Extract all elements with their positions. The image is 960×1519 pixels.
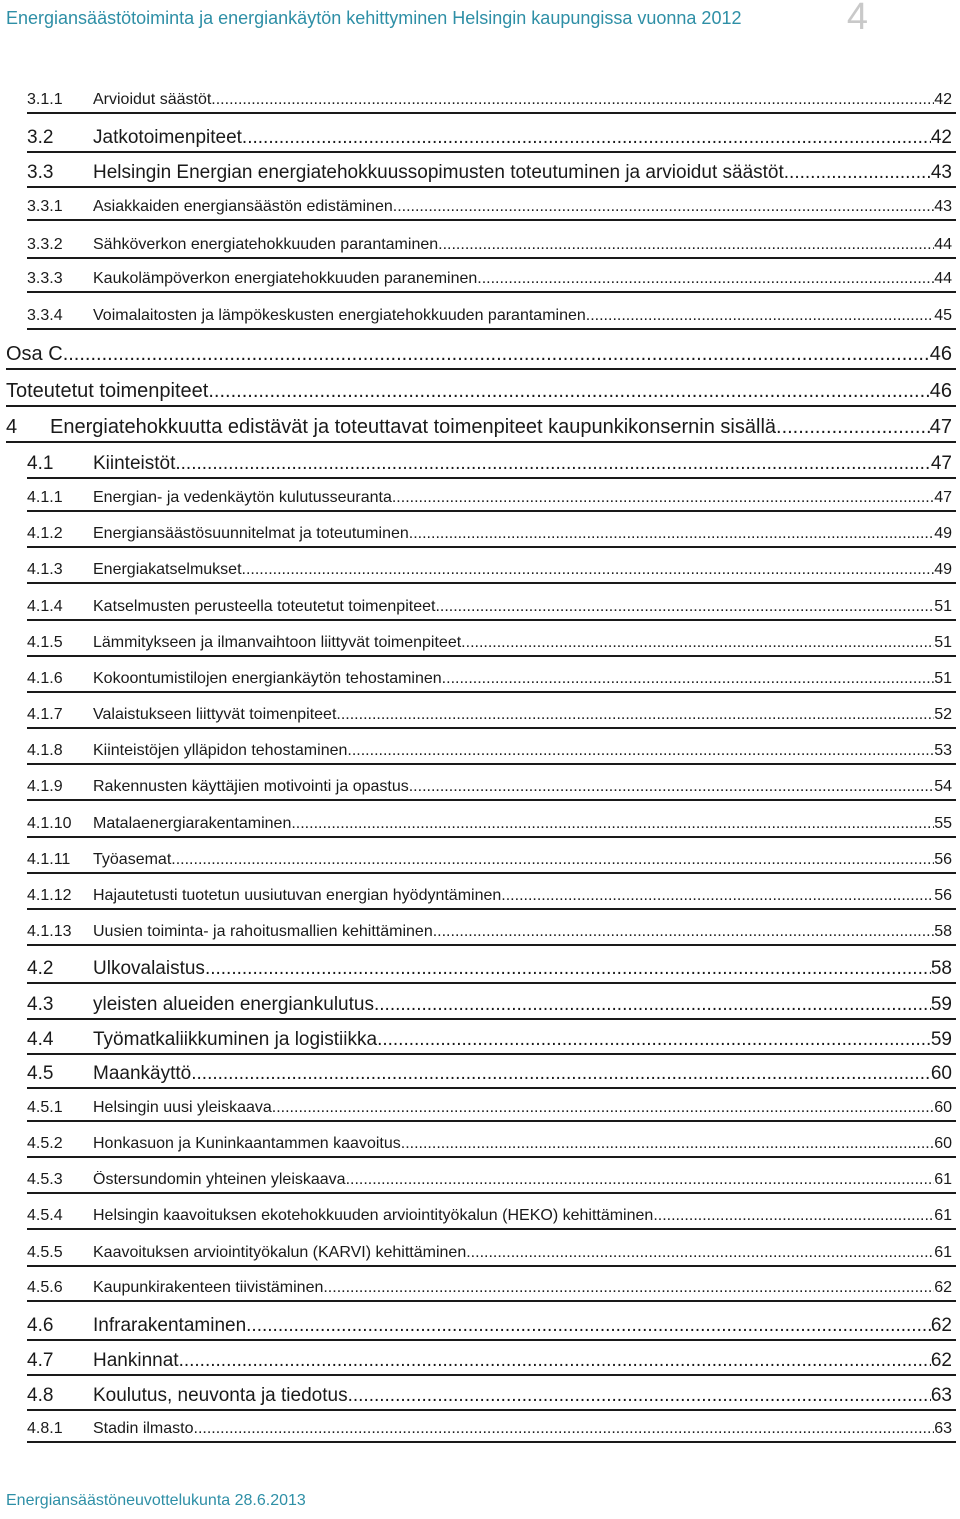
toc-entry-number: 4.1.1 <box>27 489 63 506</box>
toc-dot-leader <box>242 561 935 579</box>
toc-entry-title: Osa C <box>6 343 63 365</box>
toc-entry-underline <box>27 872 956 874</box>
toc-entry-title: Arvioidut säästöt <box>93 91 212 108</box>
toc-entry[interactable] <box>27 525 952 543</box>
toc-dot-leader <box>401 1135 934 1153</box>
toc-dot-leader <box>776 416 930 439</box>
toc-entry-title: Helsingin Energian energiatehokkuussopimusten toteutuminen ja arvioidut säästöt <box>93 162 784 183</box>
toc-dot-leader <box>442 670 935 688</box>
toc-entry-page: 46 <box>929 380 952 402</box>
toc-entry-underline <box>27 1087 956 1089</box>
toc-entry-title: Kaukolämpöverkon energiatehokkuuden paraneminen <box>93 270 478 287</box>
toc-entry-number: 4.5 <box>27 1063 54 1084</box>
toc-entry[interactable] <box>27 91 952 109</box>
toc-entry-page: 47 <box>930 453 952 474</box>
toc-dot-leader <box>433 923 934 941</box>
toc-entry-underline <box>27 1300 956 1302</box>
toc-entry-title: Kokoontumistilojen energiankäytön tehostaminen <box>93 670 442 687</box>
toc-dot-leader <box>435 598 934 616</box>
toc-dot-leader <box>179 1350 931 1372</box>
toc-entry-title: Infrarakentaminen <box>93 1315 247 1336</box>
toc-entry-title: Voimalaitosten ja lämpökeskusten energiatehokkuuden parantaminen <box>93 307 586 324</box>
toc-entry-number: 3.3.1 <box>27 198 63 215</box>
toc-entry-underline <box>27 112 956 114</box>
toc-entry-page: 60 <box>934 1099 952 1116</box>
toc-entry[interactable] <box>27 706 952 724</box>
toc-entry-title: Energian- ja vedenkäytön kulutusseuranta <box>93 489 392 506</box>
toc-entry-title: Valaistukseen liittyvät toimenpiteet <box>93 706 337 723</box>
toc-entry-title: Energiakatselmukset <box>93 561 242 578</box>
toc-dot-leader <box>171 851 934 869</box>
toc-entry-number: 4.5.1 <box>27 1099 63 1116</box>
toc-dot-leader <box>272 1099 934 1117</box>
toc-entry-page: 61 <box>934 1171 952 1188</box>
toc-entry-title: Kiinteistöjen ylläpidon tehostaminen <box>93 742 348 759</box>
header-title: Energiansäästötoiminta ja energiankäytön kehittyminen Helsingin kaupungissa vuonna 2012 <box>6 8 742 28</box>
toc-entry[interactable] <box>27 994 952 1016</box>
toc-entry-page: 51 <box>934 598 952 615</box>
toc-entry-title: Maankäyttö <box>93 1063 192 1084</box>
toc-entry[interactable] <box>27 1244 952 1262</box>
toc-entry-title: Koulutus, neuvonta ja tiedotus <box>93 1385 348 1406</box>
toc-entry[interactable] <box>27 1350 952 1372</box>
toc-entry-page: 59 <box>930 1029 952 1050</box>
toc-entry-underline <box>27 1053 956 1055</box>
toc-entry-number: 4.8.1 <box>27 1420 63 1437</box>
toc-entry-number: 4.5.2 <box>27 1135 63 1152</box>
toc-entry-page: 62 <box>934 1279 952 1296</box>
toc-entry-title: Hankinnat <box>93 1350 179 1371</box>
toc-entry-underline <box>27 1120 956 1122</box>
toc-entry-underline <box>27 763 956 765</box>
toc-entry-number: 4.1.9 <box>27 778 63 795</box>
toc-entry-number: 4.1.7 <box>27 706 63 723</box>
toc-entry-page: 46 <box>929 343 952 365</box>
toc-entry[interactable] <box>27 1420 952 1438</box>
toc-entry-underline <box>27 655 956 657</box>
toc-dot-leader <box>653 1207 934 1225</box>
toc-entry-page: 42 <box>934 91 952 108</box>
toc-entry-underline <box>27 727 956 729</box>
toc-entry-page: 62 <box>930 1315 952 1336</box>
toc-dot-leader <box>346 1171 935 1189</box>
toc-entry[interactable] <box>27 1385 952 1407</box>
toc-entry-number: 4.6 <box>27 1315 54 1336</box>
toc-entry-number: 3.1.1 <box>27 91 63 108</box>
toc-entry-title: Östersundomin yhteinen yleiskaava <box>93 1171 346 1188</box>
toc-entry[interactable] <box>6 343 952 366</box>
toc-entry-underline <box>6 368 956 370</box>
toc-entry[interactable] <box>27 127 952 149</box>
toc-entry[interactable] <box>27 634 952 652</box>
toc-dot-leader <box>784 162 931 184</box>
toc-entry-number: 3.3.3 <box>27 270 63 287</box>
toc-entry-page: 49 <box>934 525 952 542</box>
toc-entry-underline <box>27 186 956 188</box>
toc-entry-underline <box>27 799 956 801</box>
toc-entry-number: 4.8 <box>27 1385 54 1406</box>
toc-entry-number: 3.3 <box>27 162 54 183</box>
toc-entry[interactable] <box>27 1029 952 1051</box>
toc-entry-page: 42 <box>930 127 952 148</box>
toc-entry-page: 56 <box>934 851 952 868</box>
toc-entry-number: 4.1.5 <box>27 634 63 651</box>
toc-dot-leader <box>246 1315 931 1337</box>
toc-entry-number: 4.4 <box>27 1029 54 1050</box>
toc-entry-number: 4.2 <box>27 958 54 979</box>
toc-entry-title: Energiatehokkuutta edistävät ja toteuttavat toimenpiteet kaupunkikonsernin sisällä <box>50 416 777 438</box>
toc-entry-page: 62 <box>930 1350 952 1371</box>
toc-entry-title: Kiinteistöt <box>93 453 176 474</box>
toc-dot-leader <box>461 634 934 652</box>
toc-dot-leader <box>409 525 934 543</box>
toc-dot-leader <box>208 380 929 403</box>
toc-entry-underline <box>27 546 956 548</box>
toc-entry-underline <box>27 619 956 621</box>
toc-entry-number: 4.1 <box>27 453 54 474</box>
toc-entry-title: Asiakkaiden energiansäästön edistäminen <box>93 198 393 215</box>
toc-entry-underline <box>27 908 956 910</box>
toc-entry-number: 4.3 <box>27 994 54 1015</box>
toc-entry-page: 59 <box>930 994 952 1015</box>
toc-entry-page: 51 <box>934 670 952 687</box>
toc-entry-page: 49 <box>934 561 952 578</box>
toc-dot-leader <box>438 236 934 254</box>
toc-entry-page: 54 <box>934 778 952 795</box>
toc-dot-leader <box>323 1279 934 1297</box>
toc-entry-page: 47 <box>934 489 952 506</box>
toc-dot-leader <box>501 887 934 905</box>
toc-entry-page: 63 <box>930 1385 952 1406</box>
toc-entry-title: Helsingin kaavoituksen ekotehokkuuden arviointityökalun (HEKO) kehittäminen <box>93 1207 654 1224</box>
toc-dot-leader <box>586 307 934 325</box>
toc-dot-leader <box>409 778 934 796</box>
toc-dot-leader <box>191 1063 931 1085</box>
toc-entry-page: 53 <box>934 742 952 759</box>
toc-entry-page: 43 <box>934 198 952 215</box>
toc-entry-page: 44 <box>934 236 952 253</box>
toc-entry-underline <box>27 944 956 946</box>
toc-entry-number: 4.7 <box>27 1350 54 1371</box>
toc-entry[interactable] <box>27 778 952 796</box>
toc-entry-title: Energiansäästösuunnitelmat ja toteutuminen <box>93 525 409 542</box>
toc-entry-page: 60 <box>930 1063 952 1084</box>
toc-entry[interactable] <box>27 270 952 288</box>
toc-entry[interactable] <box>27 742 952 760</box>
toc-entry-title: Honkasuon ja Kuninkaantammen kaavoitus <box>93 1135 401 1152</box>
header-page-number: 4 <box>846 0 868 38</box>
toc-entry-underline <box>27 477 956 479</box>
toc-entry-number: 4.5.6 <box>27 1279 63 1296</box>
toc-entry-underline <box>27 1374 956 1376</box>
toc-entry-page: 45 <box>934 307 952 324</box>
toc-dot-leader <box>377 1029 931 1051</box>
toc-entry-number: 4.1.12 <box>27 887 72 904</box>
toc-entry-underline <box>27 836 956 838</box>
toc-entry-underline <box>27 1441 956 1443</box>
toc-entry-underline <box>27 982 956 984</box>
toc-entry[interactable] <box>27 1279 952 1297</box>
toc-entry-title: yleisten alueiden energiankulutus <box>93 994 374 1015</box>
toc-entry-number: 3.2 <box>27 127 54 148</box>
toc-entry[interactable] <box>27 236 952 254</box>
toc-entry-underline <box>27 1339 956 1341</box>
toc-entry-number: 3.3.4 <box>27 307 63 324</box>
toc-entry-underline <box>27 510 956 512</box>
toc-entry-title: Katselmusten perusteella toteutetut toimenpiteet <box>93 598 436 615</box>
toc-dot-leader <box>347 742 934 760</box>
toc-entry[interactable] <box>6 380 952 403</box>
toc-entry-underline <box>27 1265 956 1267</box>
toc-entry[interactable] <box>27 923 952 941</box>
toc-entry[interactable] <box>27 1135 952 1153</box>
toc-entry-title: Kaupunkirakenteen tiivistäminen <box>93 1279 324 1296</box>
toc-entry-page: 43 <box>930 162 952 183</box>
toc-entry[interactable] <box>27 1207 952 1225</box>
toc-entry-underline <box>27 582 956 584</box>
footer-text: Energiansäästöneuvottelukunta 28.6.2013 <box>6 1492 306 1509</box>
toc-dot-leader <box>477 270 934 288</box>
toc-entry-underline <box>27 219 956 221</box>
toc-entry[interactable] <box>27 162 952 184</box>
toc-entry[interactable] <box>27 307 952 325</box>
toc-entry-number: 4.1.13 <box>27 923 72 940</box>
toc-entry-underline <box>27 257 956 259</box>
toc-entry-number: 4.1.3 <box>27 561 63 578</box>
toc-entry[interactable] <box>27 1099 952 1117</box>
toc-dot-leader <box>466 1244 934 1262</box>
toc-entry-number: 4.1.8 <box>27 742 63 759</box>
toc-entry[interactable] <box>27 198 952 216</box>
toc-entry-page: 60 <box>934 1135 952 1152</box>
toc-dot-leader <box>205 958 931 980</box>
toc-entry-page: 63 <box>934 1420 952 1437</box>
toc-entry-title: Kaavoituksen arviointityökalun (KARVI) kehittäminen <box>93 1244 467 1261</box>
toc-entry-underline <box>27 328 956 330</box>
toc-entry-underline <box>27 291 956 293</box>
toc-entry[interactable] <box>27 815 952 833</box>
toc-entry-underline <box>27 691 956 693</box>
toc-dot-leader <box>242 127 931 149</box>
toc-entry-title: Työasemat <box>93 851 172 868</box>
toc-entry[interactable] <box>6 416 952 439</box>
toc-entry-page: 44 <box>934 270 952 287</box>
toc-entry-number: 4.1.4 <box>27 598 63 615</box>
toc-entry-title: Ulkovalaistus <box>93 958 205 979</box>
toc-entry-title: Hajautetusti tuotetun uusiutuvan energian hyödyntäminen <box>93 887 502 904</box>
toc-entry-page: 58 <box>930 958 952 979</box>
toc-entry-underline <box>6 405 956 407</box>
toc-dot-leader <box>392 489 934 507</box>
toc-entry-page: 61 <box>934 1244 952 1261</box>
toc-entry[interactable] <box>27 598 952 616</box>
toc-entry-title: Uusien toiminta- ja rahoitusmallien kehittäminen <box>93 923 433 940</box>
toc-dot-leader <box>63 343 930 366</box>
toc-entry-title: Sähköverkon energiatehokkuuden parantaminen <box>93 236 439 253</box>
toc-entry-number: 3.3.2 <box>27 236 63 253</box>
toc-entry-title: Työmatkaliikkuminen ja logistiikka <box>93 1029 378 1050</box>
toc-entry[interactable] <box>27 670 952 688</box>
toc-dot-leader <box>393 198 934 216</box>
toc-entry[interactable] <box>27 1315 952 1337</box>
toc-entry-underline <box>6 441 956 443</box>
toc-entry-title: Rakennusten käyttäjien motivointi ja opastus <box>93 778 409 795</box>
toc-entry[interactable] <box>27 1171 952 1189</box>
toc-dot-leader <box>211 91 934 109</box>
toc-entry-page: 52 <box>934 706 952 723</box>
toc-entry-underline <box>27 1409 956 1411</box>
toc-dot-leader <box>374 994 931 1016</box>
toc-dot-leader <box>336 706 934 724</box>
toc-entry-title: Matalaenergiarakentaminen <box>93 815 292 832</box>
toc-entry[interactable] <box>27 1063 952 1085</box>
toc-entry-underline <box>27 151 956 153</box>
toc-entry-page: 55 <box>934 815 952 832</box>
toc-entry-title: Lämmitykseen ja ilmanvaihtoon liittyvät toimenpiteet <box>93 634 462 651</box>
toc-entry[interactable] <box>27 851 952 869</box>
toc-entry-title: Stadin ilmasto <box>93 1420 194 1437</box>
toc-entry[interactable] <box>27 453 952 475</box>
toc-entry-title: Toteutetut toimenpiteet <box>6 380 209 402</box>
toc-dot-leader <box>194 1420 935 1438</box>
toc-dot-leader <box>348 1385 931 1407</box>
toc-entry-underline <box>27 1018 956 1020</box>
toc-dot-leader <box>175 453 930 475</box>
toc-entry-number: 4.1.2 <box>27 525 63 542</box>
toc-entry[interactable] <box>27 887 952 905</box>
toc-entry-underline <box>27 1228 956 1230</box>
toc-entry-number: 4.1.6 <box>27 670 63 687</box>
toc-entry[interactable] <box>27 489 952 507</box>
toc-entry-number: 4.5.3 <box>27 1171 63 1188</box>
toc-entry-page: 61 <box>934 1207 952 1224</box>
toc-entry-number: 4.5.5 <box>27 1244 63 1261</box>
toc-entry-number: 4.1.11 <box>27 851 71 868</box>
toc-entry-page: 47 <box>929 416 952 438</box>
toc-entry-title: Jatkotoimenpiteet <box>93 127 242 148</box>
toc-entry[interactable] <box>27 561 952 579</box>
toc-entry-page: 58 <box>934 923 952 940</box>
toc-entry-underline <box>27 1192 956 1194</box>
toc-entry-title: Helsingin uusi yleiskaava <box>93 1099 272 1116</box>
toc-entry-number: 4.1.10 <box>27 815 72 832</box>
toc-entry[interactable] <box>27 958 952 980</box>
toc-entry-number: 4 <box>6 416 18 438</box>
toc-dot-leader <box>291 815 934 833</box>
toc-entry-number: 4.5.4 <box>27 1207 63 1224</box>
toc-entry-page: 51 <box>934 634 952 651</box>
toc-entry-page: 56 <box>934 887 952 904</box>
toc-entry-underline <box>27 1156 956 1158</box>
